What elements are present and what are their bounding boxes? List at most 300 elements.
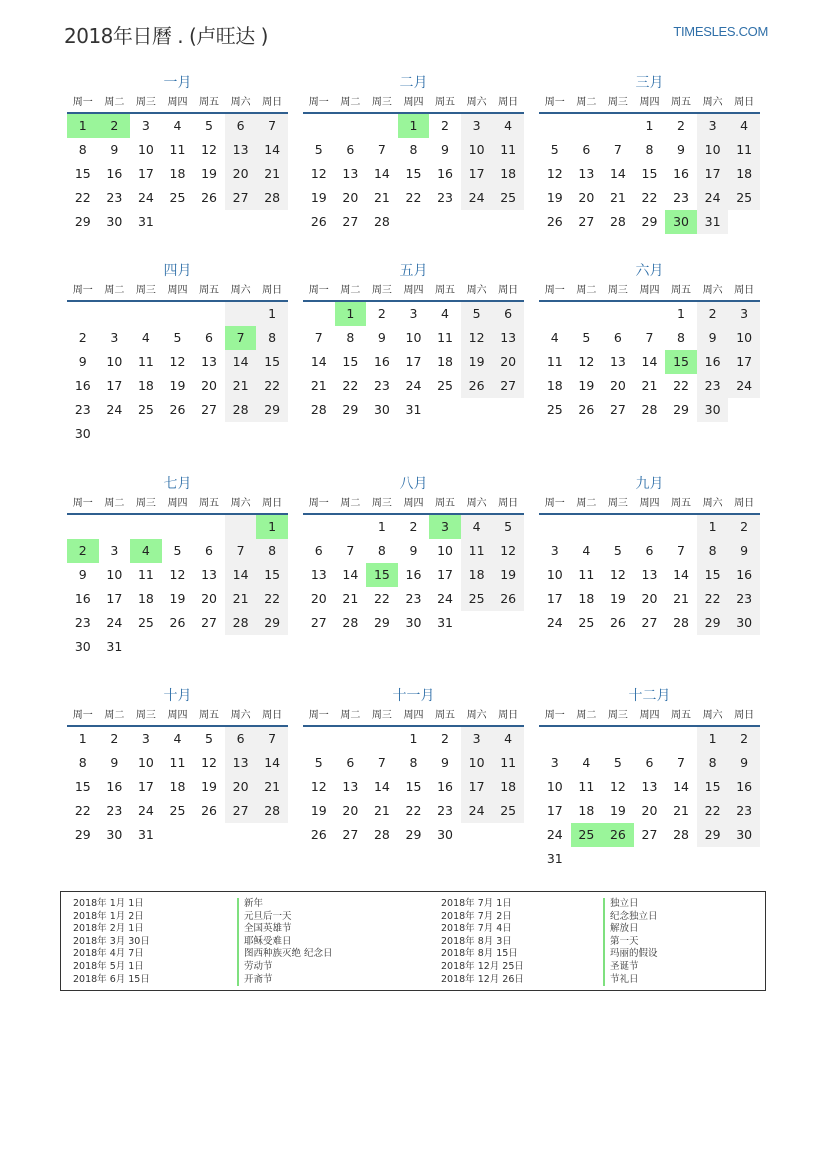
day-cell[interactable]: 17 <box>106 591 123 606</box>
day-cell[interactable]: 6 <box>346 142 355 157</box>
day-cell[interactable]: 7 <box>256 727 288 751</box>
day-cell[interactable]: 15 <box>74 166 91 181</box>
day-cell[interactable]: 2 <box>409 519 418 534</box>
day-cell[interactable]: 17 <box>437 567 453 582</box>
day-cell[interactable]: 9 <box>110 755 119 770</box>
day-cell[interactable]: 14 <box>342 567 359 582</box>
day-cell[interactable]: 27 <box>492 374 524 398</box>
day-cell[interactable]: 24 <box>405 378 422 393</box>
day-cell[interactable]: 26 <box>546 214 563 229</box>
day-cell[interactable]: 1 <box>398 114 430 138</box>
day-cell[interactable]: 11 <box>578 779 595 794</box>
day-cell[interactable]: 24 <box>137 803 154 818</box>
day-cell[interactable]: 24 <box>461 186 493 210</box>
day-cell[interactable]: 5 <box>173 543 182 558</box>
day-cell[interactable]: 17 <box>405 354 422 369</box>
day-cell[interactable]: 15 <box>641 166 658 181</box>
day-cell[interactable]: 6 <box>645 755 654 770</box>
day-cell[interactable]: 19 <box>310 803 327 818</box>
day-cell[interactable]: 9 <box>110 142 119 157</box>
day-cell[interactable]: 24 <box>437 591 453 606</box>
day-cell[interactable]: 12 <box>546 166 563 181</box>
day-cell[interactable]: 20 <box>225 162 257 186</box>
day-cell[interactable]: 13 <box>310 567 327 582</box>
day-cell[interactable]: 16 <box>437 166 453 181</box>
day-cell[interactable]: 7 <box>346 543 355 558</box>
day-cell[interactable]: 6 <box>225 114 257 138</box>
day-cell[interactable]: 5 <box>613 755 622 770</box>
day-cell[interactable]: 30 <box>74 639 91 654</box>
day-cell[interactable]: 5 <box>492 515 524 539</box>
day-cell[interactable]: 15 <box>74 779 91 794</box>
day-cell[interactable]: 24 <box>106 402 123 417</box>
day-cell[interactable]: 31 <box>697 210 729 234</box>
day-cell[interactable]: 27 <box>641 615 658 630</box>
day-cell[interactable]: 20 <box>342 190 359 205</box>
day-cell[interactable]: 19 <box>609 591 626 606</box>
day-cell[interactable]: 12 <box>169 354 186 369</box>
day-cell[interactable]: 14 <box>225 563 257 587</box>
day-cell[interactable]: 11 <box>437 330 453 345</box>
day-cell[interactable]: 3 <box>141 731 150 746</box>
day-cell[interactable]: 16 <box>74 591 91 606</box>
day-cell[interactable]: 15 <box>256 350 288 374</box>
day-cell[interactable]: 3 <box>728 302 760 326</box>
day-cell[interactable]: 14 <box>641 354 658 369</box>
day-cell[interactable]: 23 <box>74 615 91 630</box>
day-cell[interactable]: 25 <box>492 799 524 823</box>
day-cell[interactable]: 11 <box>578 567 595 582</box>
day-cell[interactable]: 14 <box>373 166 390 181</box>
day-cell[interactable]: 22 <box>74 803 91 818</box>
day-cell[interactable]: 17 <box>137 166 154 181</box>
day-cell[interactable]: 8 <box>677 330 685 345</box>
day-cell[interactable]: 2 <box>78 330 87 345</box>
day-cell[interactable]: 23 <box>728 587 760 611</box>
day-cell[interactable]: 26 <box>492 587 524 611</box>
day-cell[interactable]: 26 <box>602 823 634 847</box>
day-cell[interactable]: 18 <box>492 775 524 799</box>
day-cell[interactable]: 10 <box>405 330 422 345</box>
day-cell[interactable]: 7 <box>225 326 257 350</box>
day-cell[interactable]: 22 <box>74 190 91 205</box>
day-cell[interactable]: 2 <box>441 731 449 746</box>
day-cell[interactable]: 23 <box>728 799 760 823</box>
day-cell[interactable]: 20 <box>609 378 626 393</box>
day-cell[interactable]: 15 <box>366 563 398 587</box>
day-cell[interactable]: 23 <box>74 402 91 417</box>
day-cell[interactable]: 17 <box>137 779 154 794</box>
day-cell[interactable]: 12 <box>609 779 626 794</box>
day-cell[interactable]: 9 <box>697 326 729 350</box>
day-cell[interactable]: 4 <box>492 114 524 138</box>
day-cell[interactable]: 3 <box>110 543 119 558</box>
day-cell[interactable]: 8 <box>697 539 729 563</box>
day-cell[interactable]: 16 <box>373 354 390 369</box>
day-cell[interactable]: 24 <box>697 186 729 210</box>
day-cell[interactable]: 2 <box>677 118 685 133</box>
day-cell[interactable]: 30 <box>728 823 760 847</box>
day-cell[interactable]: 7 <box>314 330 323 345</box>
day-cell[interactable]: 19 <box>609 803 626 818</box>
day-cell[interactable]: 17 <box>461 775 493 799</box>
day-cell[interactable]: 26 <box>310 827 327 842</box>
day-cell[interactable]: 17 <box>728 350 760 374</box>
day-cell[interactable]: 24 <box>137 190 154 205</box>
day-cell[interactable]: 6 <box>492 302 524 326</box>
day-cell[interactable]: 29 <box>256 611 288 635</box>
day-cell[interactable]: 6 <box>225 727 257 751</box>
day-cell[interactable]: 28 <box>373 827 390 842</box>
day-cell[interactable]: 16 <box>405 567 422 582</box>
day-cell[interactable]: 28 <box>673 827 689 842</box>
day-cell[interactable]: 10 <box>437 543 453 558</box>
day-cell[interactable]: 1 <box>78 731 87 746</box>
day-cell[interactable]: 29 <box>256 398 288 422</box>
day-cell[interactable]: 24 <box>546 615 563 630</box>
day-cell[interactable]: 21 <box>673 591 689 606</box>
day-cell[interactable]: 14 <box>256 138 288 162</box>
day-cell[interactable]: 8 <box>377 543 386 558</box>
day-cell[interactable]: 18 <box>492 162 524 186</box>
day-cell[interactable]: 12 <box>492 539 524 563</box>
day-cell[interactable]: 28 <box>256 799 288 823</box>
day-cell[interactable]: 27 <box>641 827 658 842</box>
day-cell[interactable]: 4 <box>728 114 760 138</box>
day-cell[interactable]: 11 <box>546 354 563 369</box>
day-cell[interactable]: 28 <box>225 398 257 422</box>
day-cell[interactable]: 7 <box>256 114 288 138</box>
day-cell[interactable]: 20 <box>225 775 257 799</box>
day-cell[interactable]: 9 <box>78 567 87 582</box>
day-cell[interactable]: 18 <box>137 591 154 606</box>
day-cell[interactable]: 29 <box>641 214 658 229</box>
day-cell[interactable]: 12 <box>310 779 327 794</box>
day-cell[interactable]: 9 <box>677 142 685 157</box>
day-cell[interactable]: 29 <box>74 827 91 842</box>
day-cell[interactable]: 18 <box>546 378 563 393</box>
day-cell[interactable]: 21 <box>310 378 327 393</box>
day-cell[interactable]: 14 <box>673 567 689 582</box>
day-cell[interactable]: 10 <box>461 751 493 775</box>
day-cell[interactable]: 13 <box>609 354 626 369</box>
day-cell[interactable]: 19 <box>578 378 595 393</box>
day-cell[interactable]: 14 <box>609 166 626 181</box>
day-cell[interactable]: 25 <box>461 587 493 611</box>
day-cell[interactable]: 16 <box>697 350 729 374</box>
day-cell[interactable]: 24 <box>461 799 493 823</box>
day-cell[interactable]: 23 <box>697 374 729 398</box>
day-cell[interactable]: 2 <box>728 515 760 539</box>
day-cell[interactable]: 15 <box>405 166 422 181</box>
day-cell[interactable]: 19 <box>169 591 186 606</box>
day-cell[interactable]: 12 <box>201 755 217 770</box>
day-cell[interactable]: 3 <box>461 727 493 751</box>
day-cell[interactable]: 5 <box>582 330 591 345</box>
day-cell[interactable]: 21 <box>225 587 257 611</box>
day-cell[interactable]: 3 <box>697 114 729 138</box>
day-cell[interactable]: 23 <box>673 190 689 205</box>
day-cell[interactable]: 4 <box>441 306 449 321</box>
day-cell[interactable]: 3 <box>429 515 461 539</box>
day-cell[interactable]: 22 <box>673 378 689 393</box>
day-cell[interactable]: 11 <box>137 354 154 369</box>
day-cell[interactable]: 14 <box>310 354 327 369</box>
day-cell[interactable]: 5 <box>613 543 622 558</box>
day-cell[interactable]: 11 <box>137 567 154 582</box>
day-cell[interactable]: 26 <box>461 374 493 398</box>
day-cell[interactable]: 1 <box>256 302 288 326</box>
day-cell[interactable]: 3 <box>550 755 559 770</box>
day-cell[interactable]: 26 <box>201 803 217 818</box>
day-cell[interactable]: 22 <box>373 591 390 606</box>
day-cell[interactable]: 17 <box>461 162 493 186</box>
day-cell[interactable]: 21 <box>373 190 390 205</box>
day-cell[interactable]: 13 <box>641 779 658 794</box>
day-cell[interactable]: 25 <box>169 803 186 818</box>
day-cell[interactable]: 26 <box>609 615 626 630</box>
day-cell[interactable]: 1 <box>409 731 418 746</box>
day-cell[interactable]: 10 <box>461 138 493 162</box>
day-cell[interactable]: 21 <box>609 190 626 205</box>
day-cell[interactable]: 15 <box>697 775 729 799</box>
day-cell[interactable]: 7 <box>645 330 654 345</box>
day-cell[interactable]: 1 <box>335 302 367 326</box>
day-cell[interactable]: 1 <box>697 515 729 539</box>
day-cell[interactable]: 4 <box>141 330 150 345</box>
day-cell[interactable]: 1 <box>377 519 386 534</box>
day-cell[interactable]: 13 <box>342 779 359 794</box>
day-cell[interactable]: 26 <box>169 615 186 630</box>
day-cell[interactable]: 24 <box>106 615 123 630</box>
day-cell[interactable]: 24 <box>546 827 563 842</box>
day-cell[interactable]: 28 <box>673 615 689 630</box>
day-cell[interactable]: 3 <box>141 118 150 133</box>
day-cell[interactable]: 13 <box>225 138 257 162</box>
day-cell[interactable]: 30 <box>106 214 123 229</box>
day-cell[interactable]: 29 <box>697 823 729 847</box>
day-cell[interactable]: 29 <box>673 402 689 417</box>
day-cell[interactable]: 23 <box>106 190 123 205</box>
day-cell[interactable]: 23 <box>106 803 123 818</box>
day-cell[interactable]: 20 <box>201 591 217 606</box>
day-cell[interactable]: 8 <box>256 326 288 350</box>
day-cell[interactable]: 28 <box>225 611 257 635</box>
day-cell[interactable]: 4 <box>173 118 182 133</box>
day-cell[interactable]: 7 <box>225 539 257 563</box>
day-cell[interactable]: 28 <box>373 214 390 229</box>
day-cell[interactable]: 22 <box>697 799 729 823</box>
day-cell[interactable]: 30 <box>728 611 760 635</box>
day-cell[interactable]: 19 <box>546 190 563 205</box>
day-cell[interactable]: 30 <box>665 210 697 234</box>
day-cell[interactable]: 31 <box>137 214 154 229</box>
day-cell[interactable]: 6 <box>613 330 622 345</box>
day-cell[interactable]: 25 <box>728 186 760 210</box>
day-cell[interactable]: 5 <box>314 755 323 770</box>
day-cell[interactable]: 30 <box>437 827 453 842</box>
day-cell[interactable]: 4 <box>550 330 559 345</box>
day-cell[interactable]: 6 <box>582 142 591 157</box>
day-cell[interactable]: 12 <box>609 567 626 582</box>
day-cell[interactable]: 11 <box>169 755 186 770</box>
day-cell[interactable]: 2 <box>697 302 729 326</box>
day-cell[interactable]: 31 <box>437 615 453 630</box>
day-cell[interactable]: 10 <box>728 326 760 350</box>
day-cell[interactable]: 10 <box>697 138 729 162</box>
day-cell[interactable]: 6 <box>205 543 213 558</box>
day-cell[interactable]: 21 <box>673 803 689 818</box>
day-cell[interactable]: 27 <box>578 214 595 229</box>
day-cell[interactable]: 21 <box>342 591 359 606</box>
day-cell[interactable]: 22 <box>697 587 729 611</box>
day-cell[interactable]: 8 <box>256 539 288 563</box>
day-cell[interactable]: 27 <box>342 827 359 842</box>
day-cell[interactable]: 27 <box>201 402 217 417</box>
day-cell[interactable]: 11 <box>492 751 524 775</box>
day-cell[interactable]: 19 <box>169 378 186 393</box>
day-cell[interactable]: 5 <box>173 330 182 345</box>
day-cell[interactable]: 25 <box>137 615 154 630</box>
day-cell[interactable]: 20 <box>492 350 524 374</box>
day-cell[interactable]: 15 <box>665 350 697 374</box>
day-cell[interactable]: 31 <box>405 402 422 417</box>
day-cell[interactable]: 5 <box>461 302 493 326</box>
day-cell[interactable]: 2 <box>67 539 99 563</box>
day-cell[interactable]: 14 <box>373 779 390 794</box>
site-link[interactable]: TIMESLES.COM <box>673 24 768 39</box>
day-cell[interactable]: 9 <box>377 330 386 345</box>
day-cell[interactable]: 11 <box>492 138 524 162</box>
day-cell[interactable]: 14 <box>256 751 288 775</box>
day-cell[interactable]: 5 <box>314 142 323 157</box>
day-cell[interactable]: 29 <box>405 827 422 842</box>
day-cell[interactable]: 20 <box>578 190 595 205</box>
day-cell[interactable]: 2 <box>441 118 449 133</box>
day-cell[interactable]: 14 <box>225 350 257 374</box>
day-cell[interactable]: 26 <box>310 214 327 229</box>
day-cell[interactable]: 23 <box>373 378 390 393</box>
day-cell[interactable]: 13 <box>492 326 524 350</box>
day-cell[interactable]: 9 <box>78 354 87 369</box>
day-cell[interactable]: 12 <box>578 354 595 369</box>
day-cell[interactable]: 7 <box>677 543 685 558</box>
day-cell[interactable]: 10 <box>137 142 154 157</box>
day-cell[interactable]: 1 <box>67 114 99 138</box>
day-cell[interactable]: 5 <box>205 731 213 746</box>
day-cell[interactable]: 17 <box>546 803 563 818</box>
day-cell[interactable]: 13 <box>641 567 658 582</box>
day-cell[interactable]: 25 <box>437 378 453 393</box>
day-cell[interactable]: 8 <box>409 142 418 157</box>
day-cell[interactable]: 2 <box>377 306 386 321</box>
day-cell[interactable]: 16 <box>437 779 453 794</box>
day-cell[interactable]: 6 <box>205 330 213 345</box>
day-cell[interactable]: 12 <box>461 326 493 350</box>
day-cell[interactable]: 13 <box>201 354 217 369</box>
day-cell[interactable]: 25 <box>169 190 186 205</box>
day-cell[interactable]: 27 <box>310 615 327 630</box>
day-cell[interactable]: 3 <box>461 114 493 138</box>
day-cell[interactable]: 11 <box>728 138 760 162</box>
day-cell[interactable]: 18 <box>728 162 760 186</box>
day-cell[interactable]: 18 <box>578 803 595 818</box>
day-cell[interactable]: 17 <box>546 591 563 606</box>
day-cell[interactable]: 16 <box>673 166 689 181</box>
day-cell[interactable]: 2 <box>110 731 119 746</box>
day-cell[interactable]: 26 <box>578 402 595 417</box>
day-cell[interactable]: 18 <box>169 779 186 794</box>
day-cell[interactable]: 4 <box>582 543 591 558</box>
day-cell[interactable]: 21 <box>256 162 288 186</box>
day-cell[interactable]: 6 <box>645 543 654 558</box>
day-cell[interactable]: 30 <box>405 615 422 630</box>
day-cell[interactable]: 18 <box>578 591 595 606</box>
day-cell[interactable]: 25 <box>546 402 563 417</box>
day-cell[interactable]: 20 <box>641 803 658 818</box>
day-cell[interactable]: 28 <box>641 402 658 417</box>
day-cell[interactable]: 19 <box>201 779 217 794</box>
day-cell[interactable]: 9 <box>441 755 449 770</box>
day-cell[interactable]: 28 <box>609 214 626 229</box>
day-cell[interactable]: 30 <box>106 827 123 842</box>
day-cell[interactable]: 9 <box>409 543 418 558</box>
day-cell[interactable]: 4 <box>492 727 524 751</box>
day-cell[interactable]: 19 <box>310 190 327 205</box>
day-cell[interactable]: 22 <box>256 374 288 398</box>
day-cell[interactable]: 25 <box>578 615 595 630</box>
day-cell[interactable]: 10 <box>546 567 563 582</box>
day-cell[interactable]: 16 <box>106 166 123 181</box>
day-cell[interactable]: 27 <box>225 186 257 210</box>
day-cell[interactable]: 22 <box>405 803 422 818</box>
day-cell[interactable]: 16 <box>728 563 760 587</box>
day-cell[interactable]: 27 <box>342 214 359 229</box>
day-cell[interactable]: 21 <box>373 803 390 818</box>
day-cell[interactable]: 28 <box>256 186 288 210</box>
day-cell[interactable]: 15 <box>405 779 422 794</box>
day-cell[interactable]: 29 <box>373 615 390 630</box>
day-cell[interactable]: 30 <box>74 426 91 441</box>
day-cell[interactable]: 23 <box>437 803 453 818</box>
day-cell[interactable]: 24 <box>728 374 760 398</box>
day-cell[interactable]: 17 <box>106 378 123 393</box>
day-cell[interactable]: 22 <box>405 190 422 205</box>
day-cell[interactable]: 7 <box>377 142 386 157</box>
day-cell[interactable]: 8 <box>78 755 87 770</box>
day-cell[interactable]: 4 <box>582 755 591 770</box>
day-cell[interactable]: 9 <box>728 539 760 563</box>
day-cell[interactable]: 29 <box>342 402 359 417</box>
day-cell[interactable]: 8 <box>346 330 355 345</box>
day-cell[interactable]: 2 <box>99 114 131 138</box>
day-cell[interactable]: 19 <box>492 563 524 587</box>
day-cell[interactable]: 7 <box>613 142 622 157</box>
day-cell[interactable]: 6 <box>314 543 323 558</box>
day-cell[interactable]: 23 <box>437 190 453 205</box>
day-cell[interactable]: 8 <box>645 142 654 157</box>
day-cell[interactable]: 17 <box>697 162 729 186</box>
day-cell[interactable]: 10 <box>546 779 563 794</box>
day-cell[interactable]: 28 <box>310 402 327 417</box>
day-cell[interactable]: 19 <box>461 350 493 374</box>
day-cell[interactable]: 3 <box>409 306 418 321</box>
day-cell[interactable]: 21 <box>641 378 658 393</box>
day-cell[interactable]: 4 <box>130 539 162 563</box>
day-cell[interactable]: 15 <box>697 563 729 587</box>
day-cell[interactable]: 10 <box>137 755 154 770</box>
day-cell[interactable]: 25 <box>492 186 524 210</box>
